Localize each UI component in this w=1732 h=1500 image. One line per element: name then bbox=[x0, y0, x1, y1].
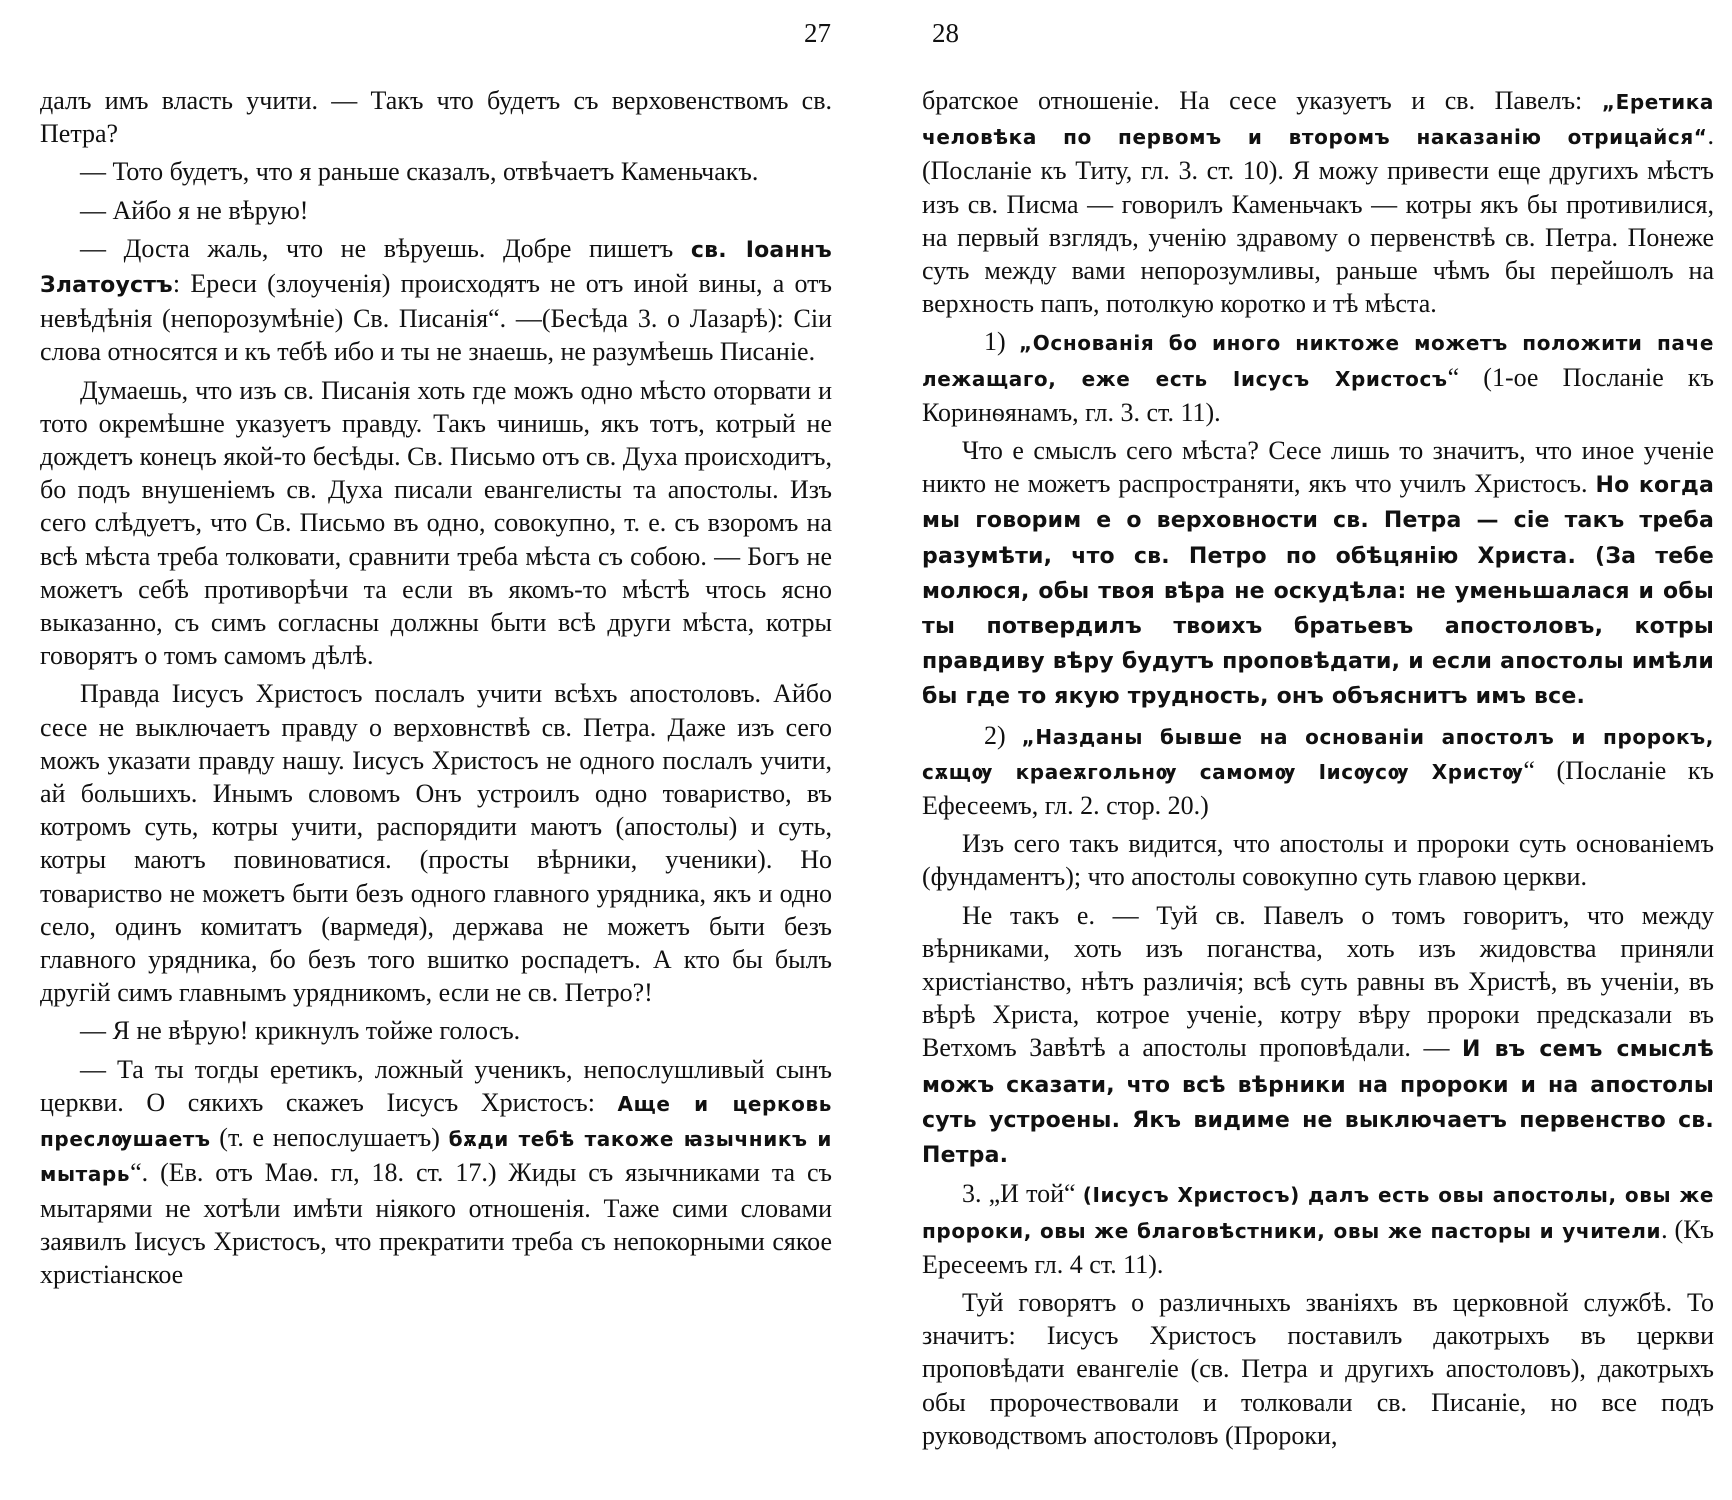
text-run: братское отношеніе. На сесе указуетъ и св. Павелъ: bbox=[922, 86, 1602, 115]
right-page bbox=[922, 0, 1714, 1500]
text-run: . (Посланіе къ Титу, гл. 3. ст. 10). Я можу привести еще другихъ мѣстъ изъ св. Писма — говорилъ Каменьчакъ — котры якъ бы противилися, на первый взглядъ, ученію здравому о первенствѣ св. Петра. Понеже суть между вами непорозумливы, раньше чѣмъ бы перейшолъ на верхность папъ, потолкую коротко и тѣ мѣста. bbox=[922, 121, 1714, 319]
bold-run: Но когда мы говорим е о верховности св. Петра — сіе такъ треба разумѣти, что св. Петро по обѣцянію Христа. (За тебе молюся, обы твоя вѣра не оскудѣла: не уменьшалася и обы ты потвердилъ твоихъ братьевъ апостоловъ, котры правдиву вѣру будутъ проповѣдати, и если апостолы имѣли бы где то якую трудность, онъ объяснитъ имъ все. bbox=[922, 473, 1714, 710]
slavonic-quote: „Еретика человѣка по первомъ и второмъ наказанію отрицайся“ bbox=[922, 90, 1714, 150]
text-run: — Та ты тогды еретикъ, ложный ученикъ, непослушливый сынъ церкви. О сякихъ скажеъ Іисусъ Христосъ: bbox=[40, 1054, 832, 1117]
text-run: Изъ сего такъ видится, что апостолы и пророки суть основаніемъ (фундаментъ); что апостолы совокупно суть главою церкви. bbox=[922, 829, 1714, 892]
text-run: 1) bbox=[984, 327, 1020, 357]
text-run: “ (Посланіе къ Ефесеемъ, гл. 2. стор. 20.) bbox=[922, 755, 1714, 821]
paragraph bbox=[922, 1177, 1714, 1281]
left-page-number: 27 bbox=[804, 18, 831, 48]
slavonic-quote: „Основанія бо иного никтоже можетъ положити паче лежащаго, еже есть Іисусъ Христосъ bbox=[922, 331, 1714, 391]
bold-run: св. Іоаннъ Златоустъ bbox=[40, 237, 832, 299]
paragraph bbox=[922, 84, 1714, 320]
paragraph bbox=[40, 84, 832, 150]
paragraph bbox=[40, 194, 832, 227]
text-run: . (Къ Ересеемъ гл. 4 ст. 11). bbox=[922, 1214, 1715, 1279]
bold-run: И въ семъ смыслѣ можъ сказати, что всѣ вѣрники на пророки и на апостолы суть устроены. Якъ видиме не выключаетъ первенство св. Петра. bbox=[922, 1037, 1714, 1169]
text-run: “. (Ев. отъ Маѳ. гл, 18. ст. 17.) Жиды съ язычниками та съ мытарями не хотѣли имѣти ніякого отношенія. Таже сими словами заявилъ Іисусъ Христосъ, что прекратити треба съ непокорными сякое христіанское bbox=[40, 1158, 832, 1289]
paragraph bbox=[922, 899, 1714, 1173]
paragraph bbox=[40, 1053, 832, 1291]
right-page-number: 28 bbox=[932, 18, 959, 48]
right-page-text bbox=[922, 84, 1714, 1457]
text-run: : Ереси (злоученія) происходятъ не отъ иной вины, а отъ невѣдѣнія (непорозумѣніе) Св. Писанія“. —(Бесѣда 3. о Лазарѣ): Сіи слова относятся и къ тебѣ ибо и ты не знаешь, не разумѣешь Писаніе. bbox=[40, 269, 832, 367]
paragraph bbox=[40, 155, 832, 188]
left-page-text bbox=[40, 84, 832, 1296]
slavonic-quote: Аще и церковь преслѹшаетъ bbox=[40, 1091, 832, 1152]
slavonic-quote: (Іисусъ Христосъ) далъ есть овы апостолы, овы же пророки, овы же благовѣстники, овы же пасторы и учители bbox=[922, 1183, 1714, 1243]
text-run: далъ имъ власть учити. — Такъ что будетъ съ верховенствомъ св. Петра? bbox=[40, 86, 832, 149]
text-run: Что е смыслъ сего мѣста? Сесе лишь то значитъ, что иное ученіе никто не можетъ распространяти, якъ что училъ Христосъ. bbox=[922, 436, 1714, 499]
paragraph bbox=[922, 434, 1714, 714]
paragraph bbox=[922, 1286, 1714, 1452]
text-run: — Тото будетъ, что я раньше сказалъ, отвѣчаетъ Каменьчакъ. bbox=[80, 157, 759, 187]
text-run: Правда Іисусъ Христосъ послалъ учити всѣхъ апостоловъ. Айбо сесе не выключаетъ правду о верховнствѣ св. Петра. Даже изъ сего можъ указати правду нашу. Іисусъ Христосъ не одного послалъ учити, ай большихъ. Инымъ словомъ Онъ устроилъ одно товариство, въ котромъ суть, котры учити, распорядити маютъ (апостолы) и суть, котры маютъ повиноватися. (просты вѣрники, ученики). Но товариство не можетъ быти безъ одного главного урядника, якъ и одно село, одинъ комитатъ (вармедя), держава не можетъ быти безъ главного урядника, бо безъ того вшитко роспадетъ. А кто бы былъ другій симъ главнымъ урядникомъ, если не св. Петро?! bbox=[40, 679, 832, 1008]
text-run: Туй говорятъ о различныхъ званіяхъ въ церковной службѣ. То значитъ: Іисусъ Христосъ поставилъ дакотрыхъ въ церкви проповѣдати евангеліе (св. Петра и другихъ апостоловъ), дакотрыхъ обы пророчествовали и толковали св. Писаніе, но все подъ руководствомъ апостоловъ (Пророки, bbox=[922, 1287, 1714, 1450]
text-run: (т. е непослушаетъ) bbox=[210, 1123, 449, 1153]
slavonic-quote: „Назданы бывше на основаніи апостолъ и пророкъ, сѫщѹ краеѫгольнѹ самомѹ Іисѹсѹ Христѹ bbox=[922, 724, 1714, 784]
paragraph bbox=[40, 374, 832, 673]
paragraph bbox=[40, 677, 832, 1009]
text-run: — Айбо я не вѣрую! bbox=[80, 195, 309, 225]
paragraph bbox=[922, 719, 1714, 823]
text-run: — Доста жаль, что не вѣруешь. Добре пишетъ bbox=[80, 233, 691, 263]
text-run: “ (1-ое Посланіе къ Коринѳянамъ, гл. 3. ст. 11). bbox=[922, 362, 1715, 427]
left-page bbox=[40, 0, 832, 1500]
text-run: — Я не вѣрую! крикнулъ тойже голосъ. bbox=[80, 1016, 521, 1046]
text-run: Думаешь, что изъ св. Писанія хоть где можъ одно мѣсто оторвати и тото окремѣшне указуетъ правду. Такъ чинишь, якъ тотъ, котрый не дождетъ конецъ якой-то бесѣды. Св. Письмо отъ св. Духа происходитъ, бо подъ внушеніемъ св. Духа писали евангелисты та апостолы. Изъ сего слѣдуетъ, что Св. Письмо въ одно, совокупно, т. е. съ взоромъ на всѣ мѣста треба толковати, сравнити треба мѣста съ собою. — Богъ не можетъ себѣ противорѣчи та если въ якомъ-то мѣстѣ чтось ясно выказанно, съ симъ согласны должны быти всѣ други мѣста, котры говорятъ о томъ самомъ дѣлѣ. bbox=[40, 375, 832, 671]
paragraph bbox=[40, 232, 832, 369]
text-run: Не такъ е. — Туй св. Павелъ о томъ говоритъ, что между вѣрниками, хоть изъ поганства, хоть изъ жидовства приняли христіанство, нѣтъ различія; всѣ суть равны въ Христѣ, въ ученіи, въ вѣрѣ Христа, котрое ученіе, котру вѣру пророки предсказали въ Ветхомъ Завѣтѣ а апостолы проповѣдали. — bbox=[922, 900, 1714, 1063]
slavonic-quote: бѫди тебѣ такоже ꙗзычникъ и мытарь bbox=[40, 1127, 832, 1187]
text-run: 3. „И той“ bbox=[962, 1179, 1083, 1209]
paragraph bbox=[922, 827, 1714, 893]
paragraph bbox=[40, 1014, 832, 1047]
text-run: 2) bbox=[984, 720, 1022, 750]
paragraph bbox=[922, 325, 1714, 429]
